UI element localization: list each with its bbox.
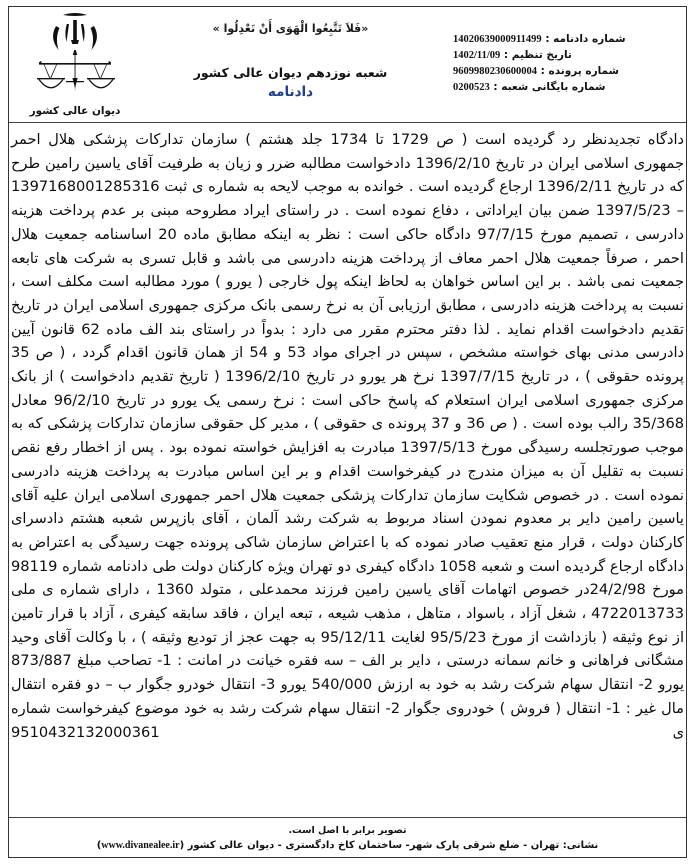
- verdict-body-text: [11, 128, 684, 744]
- court-emblem-block: [16, 8, 134, 117]
- page-title: دادنامه: [267, 84, 314, 100]
- header-metadata-block: [447, 8, 679, 96]
- document-footer: [9, 818, 686, 858]
- meta-label-branch-archive-number: شماره بایگانی شعبه :: [493, 80, 606, 93]
- meta-value-case-number: 9609980230600004: [453, 65, 537, 77]
- quranic-verse: «فَلاَ تَتَّبِعُوا الْهَوَى أَنْ تَعْدِلُوا »: [212, 22, 369, 35]
- meta-row-issue-date: [453, 48, 679, 64]
- meta-label-case-number: شماره پرونده :: [540, 64, 619, 77]
- meta-label-issue-date: تاریخ تنظیم :: [503, 48, 572, 61]
- emblem-caption: دیوان عالی کشور: [29, 105, 121, 117]
- header-title-block: [134, 8, 447, 100]
- meta-value-verdict-number: 14020639000911499: [453, 34, 542, 45]
- court-branch-title: شعبه نوزدهم دیوان عالی کشور: [193, 65, 388, 80]
- meta-value-branch-archive-number: 0200523: [453, 81, 490, 93]
- court-website-link[interactable]: www.divanealee.ir: [101, 840, 180, 851]
- address-prefix: نشانی: تهران - ضلع شرقی پارک شهر- ساختمان کاخ دادگستری - دیوان عالی کشور (: [179, 840, 599, 851]
- meta-label-verdict-number: شماره دادنامه :: [545, 33, 626, 45]
- address-suffix: ): [96, 840, 102, 851]
- court-address: [97, 840, 599, 851]
- verdict-body-paragraph: دادگاه تجدیدنظر رد گردیده است ( ص 1729 تا 1734 جلد هشتم ) سازمان تدارکات پزشکی هلال احمر جمهوری اسلامی ایران در تاریخ 1396/2/10 دادخواست مطالبه ضرر و زیان به طرفیت آقای یاسین رامین طرح که در تاریخ 1396/2/11 ارجاع گردیده است . خوانده به موجب لایحه به شماره ی ثبت 1397168001285316 – 1397/5/23 ضمن بیان ایراداتی ، دفاع نموده است . در راستای ایراد مطروحه مبنی بر عدم پرداخت هزینه دادرسی ، تصمیم مورخ 97/7/15 دادگاه حاکی است : نظر به اینکه مطابق ماده 20 اساسنامه جمعیت هلال احمر ، صرفاً جمعیت هلال احمر معاف از پرداخت هزینه دادرسی می باشد و قابل تسری به شرکت های تابعه جمعیت نمی باشد . بر این اساس خواهان به لحاظ اینکه پول خارجی ( یورو ) مورد مطالبه است مکلف است ، نسبت به پرداخت هزینه دادرسی ، مطابق ارزیابی آن به نرخ رسمی بانک مرکزی جمهوری اسلامی ایران در تاریخ تقدیم دادخواست اقدام نماید . لذا دفتر محترم مقرر می دارد : بدواً در راستای بند الف ماده 62 قانون آیین دادرسی مدنی بهای خواسته مشخص ، سپس در اجرای مواد 53 و 54 از همان قانون اقدام گردد ، ( ص 35 پرونده حقوقی ) ، در تاریخ 1397/7/15 نرخ هر یورو در تاریخ 1396/2/10 ( تاریخ تقدیم دادخواست ) از بانک مرکزی جمهوری اسلامی ایران استعلام که پاسخ حاکی است : نرخ رسمی یک یورو در تاریخ 96/2/10 معادل 35/368 رالب بوده است . ( ص 36 و 37 پرونده ی حقوقی ) ، مدیر کل حقوقی سازمان تدارکات پزشکی که به موجب صورتجلسه رسیدگی مورخ 1397/5/13 مبادرت به افزایش خواسته نموده بود . پس از اخطار رفع نقص نسبت به تقلیل آن به میزان مندرج در کیفرخواست اقدام و بر این اساس مبادرت به پرداخت هزینه دادرسی نموده است . در خصوص شکایت سازمان تدارکات پزشکی جمعیت هلال احمر جمهوری اسلامی ایران علیه آقای یاسین رامین دایر بر معدوم نمودن اسناد مربوط به شرکت رشد آلمان ، آقای بازپرس شعبه هشتم دادسرای کارکنان دولت ، قرار منع تعقیب صادر نموده که با اعتراض سازمان شاکی پرونده جهت رسیدگی به اعتراض به دادگاه ارجاع گردیده است و شعبه 1058 دادگاه کیفری دو تهران ویژه کارکنان دولت طی دادنامه شماره 98119 مورخ 24/2/98در خصوص اتهامات آقای یاسین رامین فرزند محمدعلی ، متولد 1360 ، دارای شماره ی ملی 4722013733 ، شغل آزاد ، باسواد ، متاهل ، مذهب شیعه ، تبعه ایران ، فاقد سابقه کیفری ، آزاد با قرار تامین از نوع وثیقه ( بازداشت از مورخ 95/5/23 لغایت 95/12/11 به جهت عجز از تودیع وثیقه ) ، با وکالت آقای وحید مشگانی فراهانی و خانم سمانه درستی ، دایر بر الف – سه فقره خیانت در امانت : 1- تصاحب مبلغ 873/887 یورو 2- انتقال سهام شرکت رشد به خود به ارزش 540/000 یورو 3- انتقال خودرو جگوار ب – دو فقره انتقال مال غیر : 1- انتقال ( فروش ) خودروی جگوار 2- انتقال سهام شرکت رشد به خود موضوع کیفرخواست شماره ی 9510432132000361: [11, 131, 685, 741]
- document-header: [6, 4, 689, 122]
- meta-value-issue-date: 1402/11/09: [453, 49, 501, 61]
- meta-row-branch-archive-number: [453, 80, 679, 96]
- meta-row-verdict-number: [453, 32, 679, 48]
- header-divider: [9, 122, 686, 123]
- iran-emblem-scales-of-justice-icon: [23, 10, 127, 104]
- certification-note: تصویر برابر با اصل است.: [288, 825, 407, 836]
- meta-row-case-number: [453, 64, 679, 80]
